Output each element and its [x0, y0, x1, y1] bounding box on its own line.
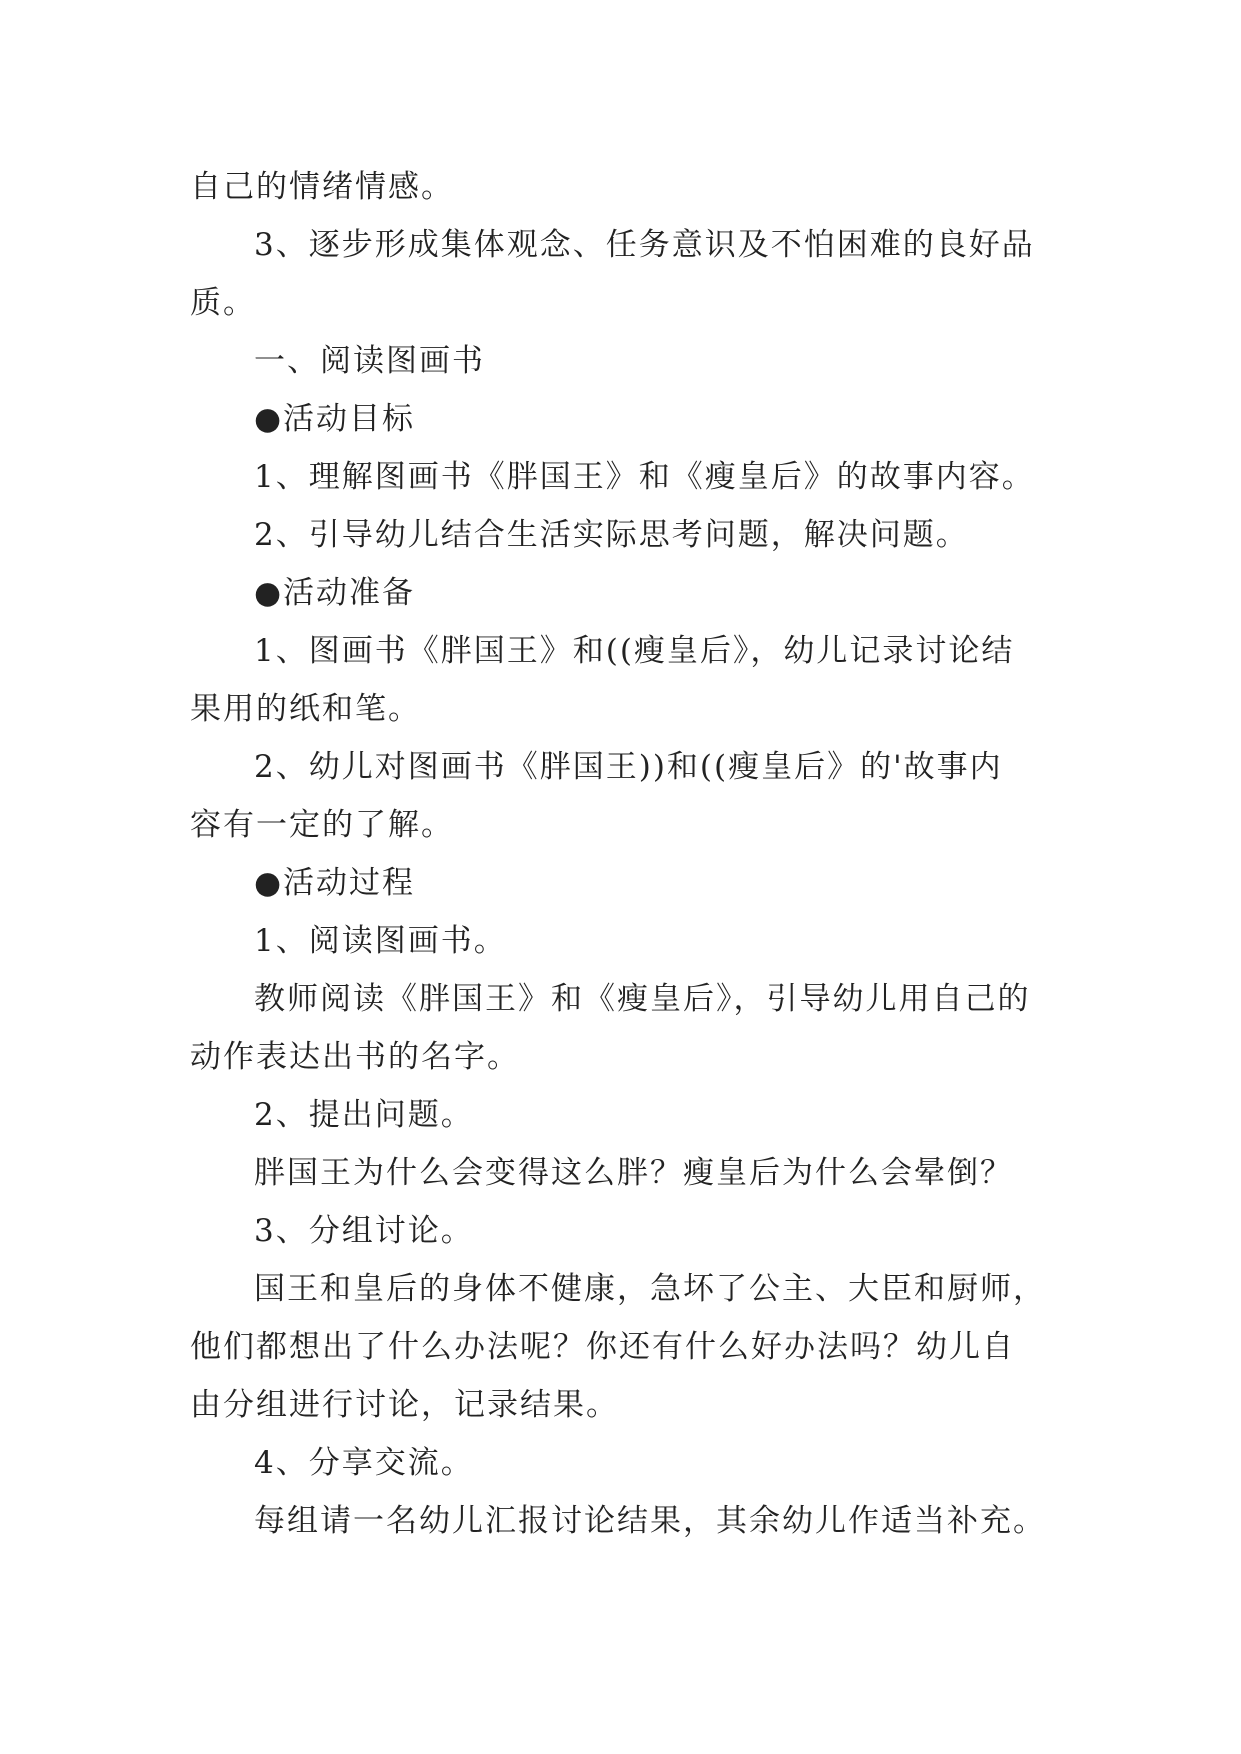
- text-line: 质。: [190, 285, 256, 321]
- text-line: 每组请一名幼儿汇报讨论结果，其余幼儿作适当补充。: [254, 1503, 1046, 1539]
- text-line: 3、分组讨论。: [254, 1213, 474, 1249]
- text-line: 由分组进行讨论，记录结果。: [190, 1387, 619, 1423]
- text-line: 果用的纸和笔。: [190, 691, 421, 727]
- subsection-heading: ●活动过程: [254, 865, 416, 901]
- text-line: 3、逐步形成集体观念、任务意识及不怕困难的良好品: [254, 227, 1035, 263]
- subsection-heading: ●活动准备: [254, 575, 416, 611]
- text-line: 他们都想出了什么办法呢？你还有什么好办法吗？幼儿自: [190, 1329, 1015, 1365]
- document-body: [190, 158, 1070, 1550]
- text-line: 1、阅读图画书。: [254, 923, 507, 959]
- text-line: 2、引导幼儿结合生活实际思考问题，解决问题。: [254, 517, 969, 553]
- subsection-heading: ●活动目标: [254, 401, 416, 437]
- text-line: 2、幼儿对图画书《胖国王))和((瘦皇后》的'故事内: [254, 749, 1003, 785]
- text-line: 1、图画书《胖国王》和((瘦皇后》，幼儿记录讨论结: [254, 633, 1015, 669]
- text-line: 教师阅读《胖国王》和《瘦皇后》，引导幼儿用自己的: [254, 981, 1031, 1017]
- text-line: 2、提出问题。: [254, 1097, 474, 1133]
- text-line: 4、分享交流。: [254, 1445, 474, 1481]
- text-line: 国王和皇后的身体不健康，急坏了公主、大臣和厨师，: [254, 1271, 1046, 1307]
- text-line: 容有一定的了解。: [190, 807, 454, 843]
- text-line: 自己的情绪情感。: [190, 169, 454, 205]
- section-heading: 一、阅读图画书: [254, 343, 485, 379]
- text-line: 胖国王为什么会变得这么胖？瘦皇后为什么会晕倒？: [254, 1155, 1013, 1191]
- text-line: 1、理解图画书《胖国王》和《瘦皇后》的故事内容。: [254, 459, 1035, 495]
- text-line: 动作表达出书的名字。: [190, 1039, 520, 1075]
